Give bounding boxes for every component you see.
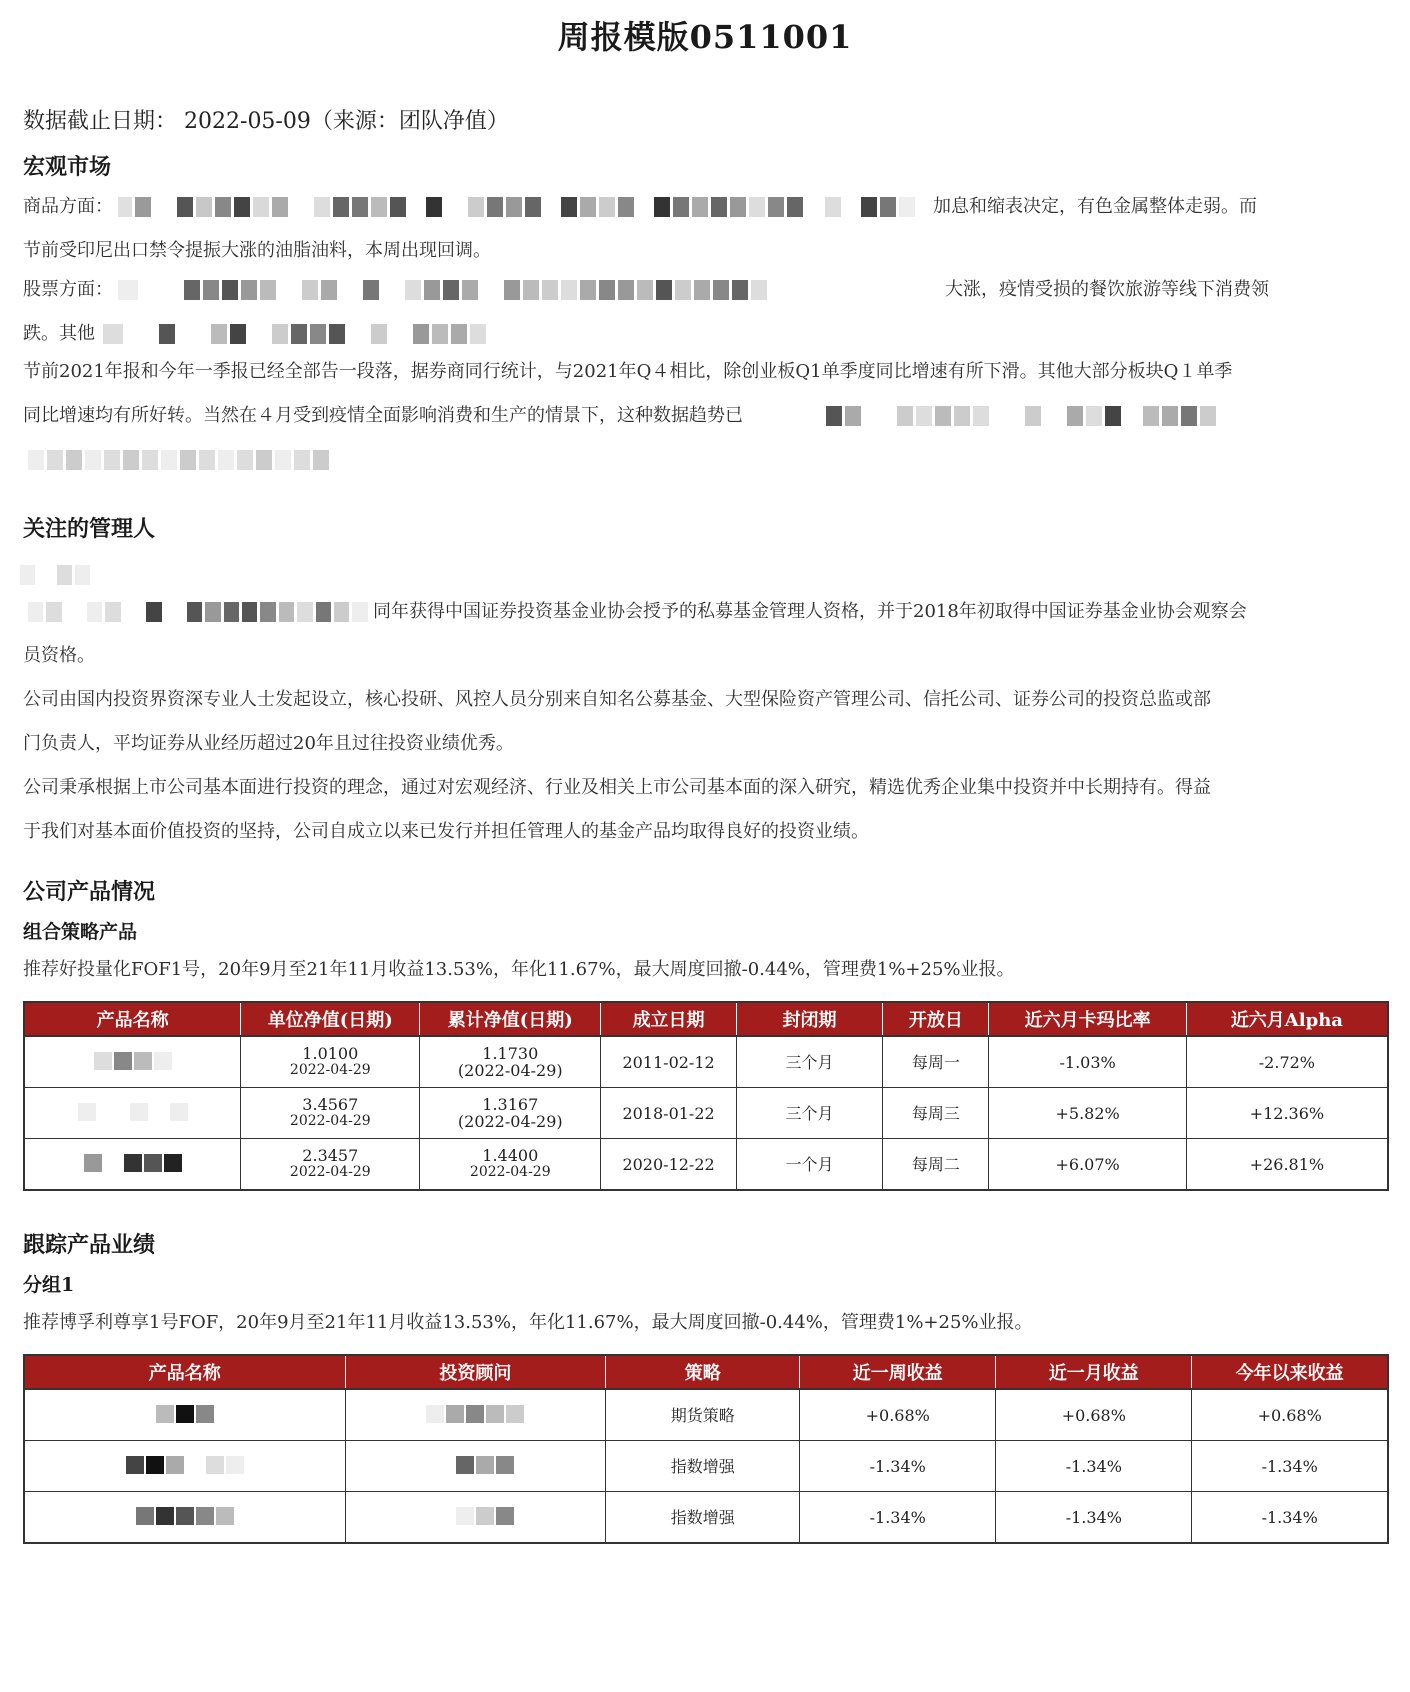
table-row (24, 1036, 1388, 1088)
tracking-heading: 跟踪产品业绩 (23, 1232, 156, 1258)
column-header: 封闭期 (736, 1002, 882, 1036)
lockup-period: 三个月 (736, 1088, 882, 1139)
column-header: 近一周收益 (800, 1355, 996, 1389)
column-header: 开放日 (883, 1002, 989, 1036)
unit-nav: 2.3457 (302, 1146, 359, 1165)
manager-philosophy-line2: 于我们对基本面价值投资的坚持，公司自成立以来已发行并担任管理人的基金产品均取得良好的投资业绩。 (23, 821, 869, 842)
inception-date: 2011-02-12 (601, 1036, 737, 1088)
acc-nav: 1.4400 (482, 1146, 539, 1165)
stock-prefix: 股票方面： (23, 279, 113, 300)
manager-team-line2: 门负责人，平均证券从业经历超过20年且过往投资业绩优秀。 (23, 733, 514, 754)
redacted-text-block (28, 602, 368, 622)
column-header: 近一月收益 (996, 1355, 1192, 1389)
unit-nav: 1.0100 (302, 1044, 359, 1063)
table-row (24, 1389, 1388, 1441)
redacted-advisor (345, 1441, 606, 1492)
month-return: -1.34% (996, 1492, 1192, 1544)
ytd-return: -1.34% (1192, 1492, 1388, 1544)
redacted-manager-name (20, 565, 90, 585)
table-row (24, 1492, 1388, 1544)
calmar-ratio: +5.82% (989, 1088, 1186, 1139)
table-header-row (24, 1002, 1388, 1036)
column-header: 产品名称 (24, 1002, 241, 1036)
tracking-table (23, 1354, 1389, 1544)
column-header: 策略 (606, 1355, 800, 1389)
week-return: -1.34% (800, 1441, 996, 1492)
month-return: -1.34% (996, 1441, 1192, 1492)
data-cutoff-line (23, 104, 509, 135)
manager-intro-tail: 同年获得中国证券投资基金业协会授予的私募基金管理人资格，并于2018年初取得中国证券基金业协会观察会 (373, 601, 1247, 622)
commodity-line2: 节前受印尼出口禁令提振大涨的油脂油料，本周出现回调。 (23, 240, 491, 261)
column-header: 近六月卡玛比率 (989, 1002, 1186, 1036)
unit-nav-cell (241, 1088, 420, 1139)
column-header: 近六月Alpha (1186, 1002, 1388, 1036)
redacted-text-block (803, 406, 1323, 426)
products-table (23, 1001, 1389, 1191)
managers-heading: 关注的管理人 (23, 516, 156, 542)
calmar-ratio: +6.07% (989, 1139, 1186, 1191)
week-return: +0.68% (800, 1389, 996, 1441)
unit-nav-date: 2022-04-29 (289, 1062, 371, 1078)
column-header: 产品名称 (24, 1355, 345, 1389)
redacted-text-block (103, 324, 553, 344)
earnings-line2: 同比增速均有所好转。当然在４月受到疫情全面影响消费和生产的情景下，这种数据趋势已 (23, 405, 743, 426)
table-row (24, 1139, 1388, 1191)
acc-nav-cell (420, 1088, 601, 1139)
acc-nav-date: (2022-04-29) (457, 1061, 563, 1080)
acc-nav-cell (420, 1036, 601, 1088)
alpha-value: -2.72% (1186, 1036, 1388, 1088)
commodity-paragraph (23, 185, 1388, 273)
manager-philosophy-line1: 公司秉承根据上市公司基本面进行投资的理念，通过对宏观经济、行业及相关上市公司基本面的深入研究，精选优秀企业集中投资并中长期持有。得益 (23, 777, 1211, 798)
redacted-advisor (345, 1492, 606, 1544)
products-recommend: 推荐好投量化FOF1号，20年9月至21年11月收益13.53%，年化11.67%，最大周度回撤-0.44%，管理费1%+25%业报。 (23, 959, 1015, 980)
redacted-product-name (24, 1139, 241, 1191)
column-header: 累计净值(日期) (420, 1002, 601, 1036)
column-header: 今年以来收益 (1192, 1355, 1388, 1389)
redacted-advisor (345, 1389, 606, 1441)
redacted-product-name (24, 1036, 241, 1088)
alpha-value: +12.36% (1186, 1088, 1388, 1139)
cutoff-label: 数据截止日期： (23, 109, 178, 134)
unit-nav-cell (241, 1036, 420, 1088)
redacted-text-block (118, 197, 958, 217)
lockup-period: 一个月 (736, 1139, 882, 1191)
macro-heading: 宏观市场 (23, 154, 112, 180)
open-day: 每周二 (883, 1139, 989, 1191)
alpha-value: +26.81% (1186, 1139, 1388, 1191)
table-row (24, 1088, 1388, 1139)
inception-date: 2020-12-22 (601, 1139, 737, 1191)
unit-nav-date: 2022-04-29 (289, 1113, 371, 1129)
earnings-line1: 节前2021年报和今年一季报已经全部告一段落，据券商同行统计，与2021年Q４相比，除创业板Q1单季度同比增速有所下滑。其他大部分板块Q１单季 (23, 361, 1233, 382)
cutoff-source: （来源：团队净值） (310, 109, 509, 134)
inception-date: 2018-01-22 (601, 1088, 737, 1139)
redacted-product-name (24, 1088, 241, 1139)
stock-paragraph (23, 268, 1388, 356)
ytd-return: -1.34% (1192, 1441, 1388, 1492)
table-row (24, 1441, 1388, 1492)
redacted-product-name (24, 1389, 345, 1441)
strategy: 指数增强 (606, 1492, 800, 1544)
stock-tail: 大涨，疫情受损的餐饮旅游等线下消费领 (945, 279, 1269, 300)
lockup-period: 三个月 (736, 1036, 882, 1088)
redacted-text-block (118, 280, 948, 300)
open-day: 每周一 (883, 1036, 989, 1088)
commodity-tail: 加息和缩表决定，有色金属整体走弱。而 (933, 196, 1257, 217)
products-subheading: 组合策略产品 (23, 921, 138, 943)
redacted-product-name (24, 1441, 345, 1492)
unit-nav: 3.4567 (302, 1095, 359, 1114)
commodity-prefix: 商品方面： (23, 196, 113, 217)
ytd-return: +0.68% (1192, 1389, 1388, 1441)
month-return: +0.68% (996, 1389, 1192, 1441)
column-header: 成立日期 (601, 1002, 737, 1036)
manager-intro-line2: 员资格。 (23, 645, 95, 666)
acc-nav-date: 2022-04-29 (469, 1164, 551, 1180)
week-return: -1.34% (800, 1492, 996, 1544)
acc-nav: 1.1730 (482, 1044, 539, 1063)
open-day: 每周三 (883, 1088, 989, 1139)
tracking-group-label: 分组1 (23, 1274, 75, 1296)
column-header: 单位净值(日期) (241, 1002, 420, 1036)
report-title: 周报模版0511001 (557, 18, 853, 56)
manager-team-line1: 公司由国内投资界资深专业人士发起设立，核心投研、风控人员分别来自知名公募基金、大型保险资产管理公司、信托公司、证券公司的投资总监或部 (23, 689, 1211, 710)
acc-nav-cell (420, 1139, 601, 1191)
cutoff-date: 2022-05-09 (184, 109, 311, 134)
strategy: 指数增强 (606, 1441, 800, 1492)
column-header: 投资顾问 (345, 1355, 606, 1389)
acc-nav-date: (2022-04-29) (457, 1112, 563, 1131)
products-heading: 公司产品情况 (23, 879, 156, 905)
unit-nav-cell (241, 1139, 420, 1191)
calmar-ratio: -1.03% (989, 1036, 1186, 1088)
earnings-paragraph (23, 350, 1388, 482)
table-header-row (24, 1355, 1388, 1389)
unit-nav-date: 2022-04-29 (289, 1164, 371, 1180)
acc-nav: 1.3167 (482, 1095, 539, 1114)
redacted-product-name (24, 1492, 345, 1544)
stock-line2-prefix: 跌。其他 (23, 323, 95, 344)
manager-intro-paragraph (23, 590, 1388, 854)
tracking-recommend: 推荐博孚利尊享1号FOF，20年9月至21年11月收益13.53%，年化11.67%，最大周度回撤-0.44%，管理费1%+25%业报。 (23, 1312, 1033, 1333)
redacted-text-block (28, 450, 348, 470)
strategy: 期货策略 (606, 1389, 800, 1441)
